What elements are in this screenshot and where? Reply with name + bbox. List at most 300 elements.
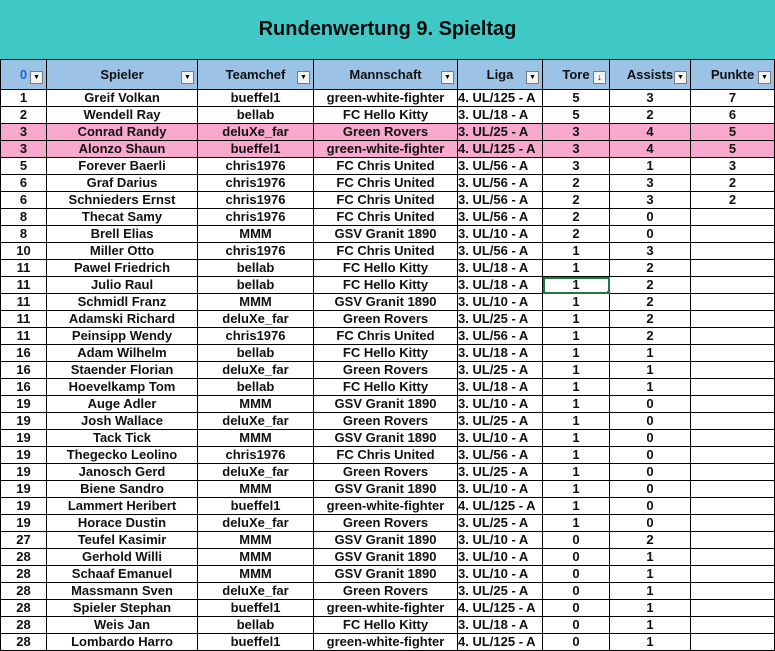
player-cell[interactable]: Pawel Friedrich: [47, 260, 198, 277]
assists-cell[interactable]: 0: [610, 430, 691, 447]
player-cell[interactable]: Greif Volkan: [47, 90, 198, 107]
teamchef-cell[interactable]: bueffel1: [198, 498, 314, 515]
rank-cell[interactable]: 28: [1, 600, 47, 617]
teamchef-cell[interactable]: MMM: [198, 226, 314, 243]
rank-cell[interactable]: 28: [1, 566, 47, 583]
table-row: [1, 566, 775, 583]
header-assists: [610, 60, 691, 90]
rank-cell[interactable]: 2: [1, 107, 47, 124]
player-cell[interactable]: Forever Baerli: [47, 158, 198, 175]
rank-cell[interactable]: 3: [1, 141, 47, 158]
liga-cell[interactable]: 3. UL/56 - A: [458, 328, 543, 345]
rank-cell[interactable]: 6: [1, 192, 47, 209]
mannschaft-cell[interactable]: Green Rovers: [314, 413, 458, 430]
player-cell[interactable]: Conrad Randy: [47, 124, 198, 141]
mannschaft-cell[interactable]: GSV Granit 1890: [314, 549, 458, 566]
tore-cell[interactable]: 2: [543, 175, 610, 192]
tore-cell[interactable]: 3: [543, 158, 610, 175]
teamchef-cell[interactable]: bellab: [198, 345, 314, 362]
tore-cell[interactable]: 1: [543, 294, 610, 311]
table-row: [1, 294, 775, 311]
header-mannschaft: [314, 60, 458, 90]
assists-cell[interactable]: 2: [610, 277, 691, 294]
punkte-cell[interactable]: [691, 260, 775, 277]
tore-cell[interactable]: 2: [543, 226, 610, 243]
liga-cell[interactable]: 3. UL/25 - A: [458, 413, 543, 430]
assists-cell[interactable]: 1: [610, 566, 691, 583]
rank-cell[interactable]: 10: [1, 243, 47, 260]
player-cell[interactable]: Graf Darius: [47, 175, 198, 192]
assists-cell[interactable]: 0: [610, 481, 691, 498]
teamchef-cell[interactable]: bellab: [198, 107, 314, 124]
player-cell[interactable]: Alonzo Shaun: [47, 141, 198, 158]
player-cell[interactable]: Horace Dustin: [47, 515, 198, 532]
assists-cell[interactable]: 0: [610, 226, 691, 243]
punkte-cell[interactable]: 5: [691, 141, 775, 158]
teamchef-cell[interactable]: deluXe_far: [198, 311, 314, 328]
mannschaft-cell[interactable]: Green Rovers: [314, 464, 458, 481]
player-cell[interactable]: Miller Otto: [47, 243, 198, 260]
assists-cell[interactable]: 3: [610, 192, 691, 209]
liga-cell[interactable]: 3. UL/56 - A: [458, 175, 543, 192]
liga-cell[interactable]: 3. UL/18 - A: [458, 379, 543, 396]
tore-cell[interactable]: 1: [543, 498, 610, 515]
rank-cell[interactable]: 19: [1, 396, 47, 413]
tore-cell[interactable]: 1: [543, 311, 610, 328]
mannschaft-cell[interactable]: GSV Granit 1890: [314, 430, 458, 447]
liga-cell[interactable]: 4. UL/125 - A: [458, 634, 543, 651]
punkte-cell[interactable]: [691, 311, 775, 328]
tore-cell[interactable]: 1: [543, 447, 610, 464]
rank-cell[interactable]: 28: [1, 634, 47, 651]
liga-cell[interactable]: 3. UL/18 - A: [458, 345, 543, 362]
player-cell[interactable]: Schmidl Franz: [47, 294, 198, 311]
mannschaft-cell[interactable]: FC Chris United: [314, 328, 458, 345]
liga-cell[interactable]: 4. UL/125 - A: [458, 498, 543, 515]
punkte-cell[interactable]: [691, 532, 775, 549]
assists-cell[interactable]: 3: [610, 90, 691, 107]
teamchef-cell[interactable]: deluXe_far: [198, 362, 314, 379]
tore-cell[interactable]: 1: [543, 396, 610, 413]
tore-cell[interactable]: 1: [543, 515, 610, 532]
tore-cell[interactable]: 5: [543, 90, 610, 107]
player-cell[interactable]: Biene Sandro: [47, 481, 198, 498]
tore-cell[interactable]: 1: [543, 243, 610, 260]
rank-cell[interactable]: 11: [1, 277, 47, 294]
teamchef-cell[interactable]: MMM: [198, 549, 314, 566]
mannschaft-cell[interactable]: FC Chris United: [314, 447, 458, 464]
assists-cell[interactable]: 1: [610, 634, 691, 651]
player-cell[interactable]: Teufel Kasimir: [47, 532, 198, 549]
liga-cell[interactable]: 3. UL/56 - A: [458, 158, 543, 175]
liga-cell[interactable]: 3. UL/10 - A: [458, 481, 543, 498]
punkte-cell[interactable]: [691, 294, 775, 311]
rank-cell[interactable]: 19: [1, 430, 47, 447]
teamchef-cell[interactable]: deluXe_far: [198, 464, 314, 481]
player-cell[interactable]: Peinsipp Wendy: [47, 328, 198, 345]
assists-cell[interactable]: 3: [610, 175, 691, 192]
assists-cell[interactable]: 0: [610, 464, 691, 481]
assists-cell[interactable]: 0: [610, 413, 691, 430]
assists-cell[interactable]: 4: [610, 124, 691, 141]
mannschaft-cell[interactable]: GSV Granit 1890: [314, 481, 458, 498]
header-mannschaft-label: Mannschaft: [349, 66, 422, 82]
rank-cell[interactable]: 28: [1, 617, 47, 634]
punkte-cell[interactable]: [691, 566, 775, 583]
tore-cell-selected[interactable]: 1: [543, 277, 610, 294]
punkte-cell[interactable]: [691, 226, 775, 243]
player-cell[interactable]: Brell Elias: [47, 226, 198, 243]
player-cell[interactable]: Staender Florian: [47, 362, 198, 379]
punkte-cell[interactable]: [691, 396, 775, 413]
assists-cell[interactable]: 0: [610, 498, 691, 515]
rank-cell[interactable]: 11: [1, 260, 47, 277]
teamchef-cell[interactable]: MMM: [198, 566, 314, 583]
ranking-table: [0, 59, 775, 651]
player-cell[interactable]: Josh Wallace: [47, 413, 198, 430]
teamchef-cell[interactable]: MMM: [198, 532, 314, 549]
tore-cell[interactable]: 3: [543, 124, 610, 141]
mannschaft-cell[interactable]: Green Rovers: [314, 583, 458, 600]
player-cell[interactable]: Gerhold Willi: [47, 549, 198, 566]
liga-cell[interactable]: 4. UL/125 - A: [458, 90, 543, 107]
tore-cell[interactable]: 1: [543, 481, 610, 498]
player-cell[interactable]: Julio Raul: [47, 277, 198, 294]
liga-cell[interactable]: 3. UL/18 - A: [458, 617, 543, 634]
teamchef-cell[interactable]: deluXe_far: [198, 124, 314, 141]
mannschaft-cell[interactable]: green-white-fighter: [314, 90, 458, 107]
teamchef-cell[interactable]: MMM: [198, 481, 314, 498]
punkte-cell[interactable]: [691, 243, 775, 260]
tore-cell[interactable]: 1: [543, 328, 610, 345]
title-banner: [0, 0, 775, 59]
punkte-cell[interactable]: 7: [691, 90, 775, 107]
rank-cell[interactable]: 1: [1, 90, 47, 107]
mannschaft-cell[interactable]: FC Hello Kitty: [314, 260, 458, 277]
tore-cell[interactable]: 2: [543, 209, 610, 226]
assists-cell[interactable]: 2: [610, 328, 691, 345]
rank-cell[interactable]: 6: [1, 175, 47, 192]
assists-cell[interactable]: 2: [610, 532, 691, 549]
liga-cell[interactable]: 3. UL/18 - A: [458, 107, 543, 124]
rank-cell[interactable]: 27: [1, 532, 47, 549]
mannschaft-cell[interactable]: FC Hello Kitty: [314, 379, 458, 396]
liga-cell[interactable]: 3. UL/25 - A: [458, 464, 543, 481]
player-cell[interactable]: Lammert Heribert: [47, 498, 198, 515]
mannschaft-cell[interactable]: FC Hello Kitty: [314, 277, 458, 294]
assists-cell[interactable]: 0: [610, 396, 691, 413]
teamchef-cell[interactable]: bueffel1: [198, 90, 314, 107]
assists-cell[interactable]: 3: [610, 243, 691, 260]
table-row: [1, 141, 775, 158]
table-row: [1, 311, 775, 328]
punkte-cell[interactable]: [691, 515, 775, 532]
liga-cell[interactable]: 3. UL/18 - A: [458, 277, 543, 294]
assists-cell[interactable]: 2: [610, 294, 691, 311]
liga-cell[interactable]: 3. UL/56 - A: [458, 209, 543, 226]
mannschaft-cell[interactable]: Green Rovers: [314, 124, 458, 141]
teamchef-cell[interactable]: chris1976: [198, 158, 314, 175]
assists-cell[interactable]: 0: [610, 447, 691, 464]
punkte-cell[interactable]: [691, 328, 775, 345]
liga-cell[interactable]: 3. UL/10 - A: [458, 226, 543, 243]
assists-cell[interactable]: 2: [610, 260, 691, 277]
teamchef-cell[interactable]: bueffel1: [198, 634, 314, 651]
tore-cell[interactable]: 2: [543, 192, 610, 209]
teamchef-cell[interactable]: MMM: [198, 294, 314, 311]
mannschaft-cell[interactable]: green-white-fighter: [314, 498, 458, 515]
sort-descending-icon[interactable]: ↓: [593, 71, 606, 84]
header-liga: [458, 60, 543, 90]
punkte-cell[interactable]: 5: [691, 124, 775, 141]
mannschaft-cell[interactable]: FC Chris United: [314, 243, 458, 260]
liga-cell[interactable]: 3. UL/10 - A: [458, 566, 543, 583]
liga-cell[interactable]: 4. UL/125 - A: [458, 600, 543, 617]
assists-cell[interactable]: 1: [610, 158, 691, 175]
liga-cell[interactable]: 3. UL/10 - A: [458, 549, 543, 566]
assists-cell[interactable]: 0: [610, 515, 691, 532]
teamchef-cell[interactable]: MMM: [198, 430, 314, 447]
filter-dropdown-icon[interactable]: ▼: [674, 71, 687, 84]
punkte-cell[interactable]: [691, 209, 775, 226]
player-cell[interactable]: Thegecko Leolino: [47, 447, 198, 464]
rank-cell[interactable]: 8: [1, 226, 47, 243]
tore-cell[interactable]: 1: [543, 430, 610, 447]
assists-cell[interactable]: 1: [610, 345, 691, 362]
punkte-cell[interactable]: [691, 583, 775, 600]
table-row: [1, 175, 775, 192]
teamchef-cell[interactable]: bueffel1: [198, 600, 314, 617]
table-row: [1, 634, 775, 651]
punkte-cell[interactable]: 3: [691, 158, 775, 175]
teamchef-cell[interactable]: MMM: [198, 396, 314, 413]
tore-cell[interactable]: 1: [543, 464, 610, 481]
punkte-cell[interactable]: [691, 413, 775, 430]
teamchef-cell[interactable]: chris1976: [198, 192, 314, 209]
tore-cell[interactable]: 0: [543, 600, 610, 617]
mannschaft-cell[interactable]: FC Hello Kitty: [314, 617, 458, 634]
player-cell[interactable]: Weis Jan: [47, 617, 198, 634]
header-teamchef-label: Teamchef: [225, 66, 286, 82]
punkte-cell[interactable]: [691, 481, 775, 498]
punkte-cell[interactable]: [691, 464, 775, 481]
mannschaft-cell[interactable]: FC Chris United: [314, 192, 458, 209]
rank-cell[interactable]: 19: [1, 413, 47, 430]
tore-cell[interactable]: 0: [543, 566, 610, 583]
assists-cell[interactable]: 1: [610, 362, 691, 379]
player-cell[interactable]: Schaaf Emanuel: [47, 566, 198, 583]
assists-cell[interactable]: 1: [610, 549, 691, 566]
liga-cell[interactable]: 3. UL/10 - A: [458, 294, 543, 311]
rank-cell[interactable]: 16: [1, 362, 47, 379]
rank-cell[interactable]: 19: [1, 498, 47, 515]
punkte-cell[interactable]: [691, 549, 775, 566]
sheet-title: Rundenwertung 9. Spieltag: [258, 18, 517, 40]
filter-dropdown-icon[interactable]: ▼: [297, 71, 310, 84]
rank-cell[interactable]: 19: [1, 464, 47, 481]
punkte-cell[interactable]: [691, 447, 775, 464]
rank-cell[interactable]: 16: [1, 345, 47, 362]
teamchef-cell[interactable]: chris1976: [198, 328, 314, 345]
tore-cell[interactable]: 0: [543, 617, 610, 634]
rank-cell[interactable]: 11: [1, 294, 47, 311]
mannschaft-cell[interactable]: FC Hello Kitty: [314, 107, 458, 124]
teamchef-cell[interactable]: bellab: [198, 260, 314, 277]
teamchef-cell[interactable]: bueffel1: [198, 141, 314, 158]
teamchef-cell[interactable]: bellab: [198, 617, 314, 634]
tore-cell[interactable]: 1: [543, 345, 610, 362]
punkte-cell[interactable]: [691, 430, 775, 447]
assists-cell[interactable]: 1: [610, 379, 691, 396]
table-row: [1, 328, 775, 345]
assists-cell[interactable]: 2: [610, 311, 691, 328]
tore-cell[interactable]: 0: [543, 532, 610, 549]
filter-dropdown-icon[interactable]: ▼: [30, 71, 43, 84]
player-cell[interactable]: Tack Tick: [47, 430, 198, 447]
filter-dropdown-icon[interactable]: ▼: [526, 71, 539, 84]
rank-cell[interactable]: 19: [1, 481, 47, 498]
table-row: [1, 515, 775, 532]
assists-cell[interactable]: 1: [610, 617, 691, 634]
assists-cell[interactable]: 1: [610, 583, 691, 600]
player-cell[interactable]: Hoevelkamp Tom: [47, 379, 198, 396]
player-cell[interactable]: Schnieders Ernst: [47, 192, 198, 209]
player-cell[interactable]: Adamski Richard: [47, 311, 198, 328]
liga-cell[interactable]: 3. UL/10 - A: [458, 532, 543, 549]
teamchef-cell[interactable]: bellab: [198, 379, 314, 396]
teamchef-cell[interactable]: chris1976: [198, 243, 314, 260]
tore-cell[interactable]: 3: [543, 141, 610, 158]
tore-cell[interactable]: 0: [543, 583, 610, 600]
punkte-cell[interactable]: 6: [691, 107, 775, 124]
liga-cell[interactable]: 3. UL/10 - A: [458, 396, 543, 413]
mannschaft-cell[interactable]: FC Chris United: [314, 175, 458, 192]
liga-cell[interactable]: 3. UL/10 - A: [458, 430, 543, 447]
mannschaft-cell[interactable]: green-white-fighter: [314, 600, 458, 617]
teamchef-cell[interactable]: deluXe_far: [198, 413, 314, 430]
filter-dropdown-icon[interactable]: ▼: [181, 71, 194, 84]
player-cell[interactable]: Auge Adler: [47, 396, 198, 413]
teamchef-cell[interactable]: chris1976: [198, 209, 314, 226]
player-cell[interactable]: Wendell Ray: [47, 107, 198, 124]
teamchef-cell[interactable]: deluXe_far: [198, 583, 314, 600]
punkte-cell[interactable]: [691, 277, 775, 294]
rank-cell[interactable]: 16: [1, 379, 47, 396]
punkte-cell[interactable]: [691, 362, 775, 379]
mannschaft-cell[interactable]: FC Chris United: [314, 209, 458, 226]
punkte-cell[interactable]: [691, 345, 775, 362]
tore-cell[interactable]: 1: [543, 413, 610, 430]
mannschaft-cell[interactable]: GSV Granit 1890: [314, 226, 458, 243]
liga-cell[interactable]: 3. UL/56 - A: [458, 243, 543, 260]
mannschaft-cell[interactable]: FC Chris United: [314, 158, 458, 175]
liga-cell[interactable]: 4. UL/125 - A: [458, 141, 543, 158]
mannschaft-cell[interactable]: Green Rovers: [314, 311, 458, 328]
tore-cell[interactable]: 1: [543, 379, 610, 396]
tore-cell[interactable]: 0: [543, 634, 610, 651]
liga-cell[interactable]: 3. UL/56 - A: [458, 447, 543, 464]
assists-cell[interactable]: 0: [610, 209, 691, 226]
teamchef-cell[interactable]: chris1976: [198, 175, 314, 192]
player-cell[interactable]: Thecat Samy: [47, 209, 198, 226]
table-row: [1, 209, 775, 226]
mannschaft-cell[interactable]: Green Rovers: [314, 515, 458, 532]
mannschaft-cell[interactable]: GSV Granit 1890: [314, 294, 458, 311]
liga-cell[interactable]: 3. UL/25 - A: [458, 583, 543, 600]
liga-cell[interactable]: 3. UL/25 - A: [458, 311, 543, 328]
punkte-cell[interactable]: 2: [691, 192, 775, 209]
liga-cell[interactable]: 3. UL/56 - A: [458, 192, 543, 209]
rank-cell[interactable]: 28: [1, 549, 47, 566]
player-cell[interactable]: Spieler Stephan: [47, 600, 198, 617]
player-cell[interactable]: Lombardo Harro: [47, 634, 198, 651]
header-row: [1, 60, 775, 90]
tore-cell[interactable]: 0: [543, 549, 610, 566]
teamchef-cell[interactable]: deluXe_far: [198, 515, 314, 532]
assists-cell[interactable]: 4: [610, 141, 691, 158]
tore-cell[interactable]: 1: [543, 362, 610, 379]
punkte-cell[interactable]: [691, 379, 775, 396]
header-rank: [1, 60, 47, 90]
filter-dropdown-icon[interactable]: ▼: [758, 71, 771, 84]
table-row: [1, 277, 775, 294]
mannschaft-cell[interactable]: GSV Granit 1890: [314, 566, 458, 583]
mannschaft-cell[interactable]: Green Rovers: [314, 362, 458, 379]
punkte-cell[interactable]: [691, 498, 775, 515]
header-punkte: [691, 60, 775, 90]
player-cell[interactable]: Massmann Sven: [47, 583, 198, 600]
liga-cell[interactable]: 3. UL/18 - A: [458, 260, 543, 277]
assists-cell[interactable]: 1: [610, 600, 691, 617]
filter-dropdown-icon[interactable]: ▼: [441, 71, 454, 84]
player-cell[interactable]: Janosch Gerd: [47, 464, 198, 481]
rank-cell[interactable]: 11: [1, 311, 47, 328]
mannschaft-cell[interactable]: GSV Granit 1890: [314, 532, 458, 549]
table-row: [1, 124, 775, 141]
tore-cell[interactable]: 5: [543, 107, 610, 124]
punkte-cell[interactable]: [691, 617, 775, 634]
rank-cell[interactable]: 5: [1, 158, 47, 175]
rank-cell[interactable]: 3: [1, 124, 47, 141]
header-liga-label: Liga: [486, 66, 514, 82]
table-row: [1, 600, 775, 617]
player-cell[interactable]: Adam Wilhelm: [47, 345, 198, 362]
header-assists-label: Assists: [626, 66, 674, 82]
assists-cell[interactable]: 2: [610, 107, 691, 124]
mannschaft-cell[interactable]: FC Hello Kitty: [314, 345, 458, 362]
rank-cell[interactable]: 11: [1, 328, 47, 345]
rank-cell[interactable]: 19: [1, 447, 47, 464]
rank-cell[interactable]: 19: [1, 515, 47, 532]
mannschaft-cell[interactable]: green-white-fighter: [314, 634, 458, 651]
table-row: [1, 498, 775, 515]
liga-cell[interactable]: 3. UL/25 - A: [458, 362, 543, 379]
rank-cell[interactable]: 8: [1, 209, 47, 226]
table-row: [1, 345, 775, 362]
punkte-cell[interactable]: [691, 600, 775, 617]
liga-cell[interactable]: 3. UL/25 - A: [458, 124, 543, 141]
punkte-cell[interactable]: [691, 634, 775, 651]
mannschaft-cell[interactable]: GSV Granit 1890: [314, 396, 458, 413]
mannschaft-cell[interactable]: green-white-fighter: [314, 141, 458, 158]
liga-cell[interactable]: 3. UL/25 - A: [458, 515, 543, 532]
teamchef-cell[interactable]: bellab: [198, 277, 314, 294]
teamchef-cell[interactable]: chris1976: [198, 447, 314, 464]
punkte-cell[interactable]: 2: [691, 175, 775, 192]
rank-cell[interactable]: 28: [1, 583, 47, 600]
tore-cell[interactable]: 1: [543, 260, 610, 277]
table-row: [1, 260, 775, 277]
